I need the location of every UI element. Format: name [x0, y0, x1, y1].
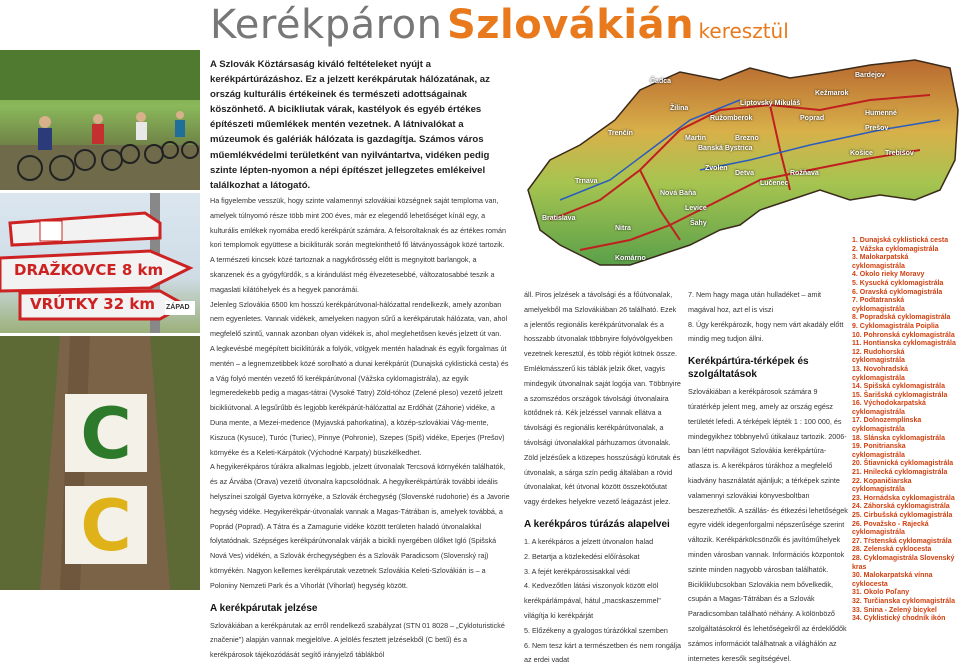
- legend-item: 20. Štiavnická cyklomagistrála: [852, 460, 954, 468]
- map-city-label: Martin: [685, 135, 706, 142]
- heading-jelzese: A kerékpárutak jelzése: [210, 602, 318, 614]
- map-city-label: Bardejov: [855, 72, 885, 79]
- map-city-label: Žilina: [670, 105, 689, 112]
- legend-item: 3. Malokarpatská cyklomagistrála: [852, 254, 909, 270]
- title-part1: Kerékpáron: [210, 2, 443, 48]
- title-part3: keresztül: [698, 19, 789, 43]
- legend-item: 27. Tŕstenská cyklomagistrála: [852, 537, 952, 545]
- map-city-label: Zvolen: [705, 165, 728, 172]
- rule-2: 2. Betartja a közlekedési előírásokat: [524, 551, 640, 561]
- route-legend: [852, 237, 958, 624]
- legend-item: 24. Záhorská cyklomagistrála: [852, 503, 950, 511]
- legend-item: 28. Zelenská cyklocesta: [852, 546, 932, 554]
- map-city-label: Komárno: [615, 255, 646, 262]
- legend-item: 19. Ponitrianska cyklomagistrála: [852, 443, 906, 459]
- rule-3: 3. A fejét kerékpárossisakkal védi: [524, 566, 630, 576]
- map-city-label: Nitra: [615, 225, 631, 232]
- col1-paragraph-1: Ha figyelembe vesszük, hogy szinte valamennyi szlovákiai községnek saját temploma van, amelyek túlnyomó része több mint 200 éves, már ez elegendő lehetőséget kínál egy, a kulturális emlékek nyomába eredő kerékpárút számára. A felsoroltaknak és az értékes román kori templomok együttese a bicikliturák során megtekinthető fő látványosságok közé tartozik. A természeti kincsek közé tartoznak a nagykőrösség előtt is megnyitott barlangok, a skanzenek és a gyógyfürdők, s a kirándulást még élvezetesebbé, változatosabbé teszik a magaslati kilátóhelyek és a hegyek panorámái.: [210, 196, 507, 294]
- body-column-3: [688, 288, 848, 666]
- map-city-label: Detva: [735, 170, 755, 177]
- legend-item: 7. Podtatranská cyklomagistrála: [852, 297, 905, 313]
- map-city-label: Liptovský Mikuláš: [740, 100, 801, 107]
- title-part2: Szlovákián: [446, 2, 695, 48]
- legend-item: 10. Pohronská cyklomagistrála: [852, 331, 955, 339]
- map-city-label: Bratislava: [542, 215, 576, 222]
- legend-item: 32. Turčianska cyklomagistrála: [852, 597, 955, 605]
- intro-text: [210, 57, 515, 193]
- rule-5: 5. Előzékeny a gyalogos túrázókkal szemben: [524, 625, 668, 635]
- map-city-label: Ružomberok: [710, 115, 753, 122]
- sign-line2: VRÚTKY 32 km: [30, 295, 155, 313]
- map-city-label: Humenné: [865, 110, 897, 117]
- sign-badge: ZÁPAD: [166, 304, 190, 311]
- heading-alapelvei: A kerékpáros túrázás alapelvei: [524, 518, 670, 530]
- legend-item: 14. Spišská cyklomagistrála: [852, 383, 945, 391]
- trail-marker-photo: [0, 336, 200, 590]
- legend-item: 30. Malokarpatská vínna cyklocesta: [852, 572, 933, 588]
- page-title: [210, 2, 789, 48]
- col1-paragraph-4: A hegyikerékpáros túrákra alkalmas legjobb, jelzett útvonalak Tercsová környékén találhatók, és az Árvába (Orava) vezető útvonalra kapcsolódnak. A hegyikerékpártúrák további ideális helyszínei szolgál Gyetva környéke, a Szlovák érchegység (Slovenské rudohorie) és a Javorie hegység vidéke. Hegyikerékpár-útvonalak vannak a Magas-Tátrában is, amelyek továbbá, a Poprád (Poprad). A Tátra és a Zamagurie vidéke között területen haladó útvonalakkal folytatódnak. Szépséges kerékpárútvonalak várják a bicikli nyergében ülőket Igló (Spišská Nová Ves) vidékén, a Szlovák érchegységben és a Szlovák Paradicsom (Slovenský raj) környékén. Nagyon kellemes kerékpárutak vezetnek Szlovákia Keleti-Szlovákián is – a Poloniny Nemzeti Park és a Vihorlát (Vihorlat) hegység között.: [210, 462, 510, 590]
- rule-6: 6. Nem tesz kárt a természetben és nem rongálja az erdei vadat: [524, 640, 681, 665]
- sign-line1: DRAŽKOVCE 8 km: [14, 261, 164, 279]
- legend-item: 28. Cyklomagistrála Slovenský kras: [852, 554, 955, 571]
- map-city-label: Trebišov: [885, 150, 914, 157]
- map-city-label: Nová Baňa: [660, 190, 697, 197]
- map-city-label: Lučenec: [760, 180, 789, 187]
- map-city-label: Košice: [850, 150, 873, 157]
- legend-item: 34. Cyklistický chodník ikón: [852, 615, 946, 623]
- legend-item: 17. Dolnozemplínska cyklomagistrála: [852, 417, 922, 434]
- legend-item: 31. Okolo Poľany: [852, 589, 910, 597]
- heading-terkepek: Kerékpártúra-térképek és szolgáltatások: [688, 356, 809, 381]
- legend-item: 33. Snina - Zelený bicykel: [852, 606, 937, 614]
- col1-paragraph-2: Jelenleg Szlovákia 6500 km hosszú kerékpárútvonal-hálózattal rendelkezik, amely azonban nem egyenletes. Vannak vidékek, amelyeken nagyon sűrű a kerékpárutak hálózata, van, ahol megfelelő szintű, vannak azonban olyan vidékek is, ahol meglehetősen kevés jelzett út van.: [210, 299, 508, 339]
- legend-item: 13. Novohradská cyklomagistrála: [852, 365, 909, 382]
- body-column-1: [210, 194, 510, 663]
- map-city-label: Poprad: [800, 115, 825, 122]
- map-city-label: Šahy: [690, 220, 707, 227]
- rule-7: 7. Nem hagy maga után hulladéket – amit magával hoz, azt el is viszi: [688, 290, 822, 314]
- legend-item: 6. Oravská cyklomagistrála: [852, 288, 943, 296]
- map-city-label: Banská Bystrica: [698, 145, 753, 152]
- map-city-label: Brezno: [735, 135, 759, 142]
- legend-item: 18. Slánska cyklomagistrála: [852, 434, 945, 442]
- map-city-label: Trnava: [575, 178, 598, 185]
- legend-item: 9. Cyklomagistrála Poiplia: [852, 322, 939, 330]
- legend-item: 12. Rudohorská cyklomagistrála: [852, 348, 905, 365]
- col3-paragraph: Szlovákiában a kerékpárosok számára 9 túratérkép jelent meg, amely az ország egész területét lefedi. A térképek lépték 1 : 100 000, és mindegyikhez többnyelvű útikalauz tartozik. 2006-ban létrt napvilágot Szlovákia kerékpártúra-atlasza is. A kerékpáros túrákhoz a megfelelő kiadvány használatát ajánljuk; a térképek szinte valamennyi szlovákiai könyvesboltban beszerezhetők. A szállás- és étkezési lehetőségek egyre vidék idegenforgalmi népszerűsége szerint változik. Kerékpárkölcsönzők és javítóműhelyek minden városban vannak. Információs központok szinte minden nagyobb városban találhatók. Bicikliklubcsokban Szlovákia nem bővelkedik, csupán a Magas-Tátrában és a Szlovák Paradicsomban található néhány. A kölönböző szolgáltatásokról és lehetőségekről az érdeklődők számos információt találhatnak a világhálón az internetes keresők segítségével.: [688, 387, 848, 663]
- map-city-label: Trenčín: [608, 130, 633, 137]
- cyclists-photo: [0, 50, 200, 190]
- rule-8: 8. Úgy kerékpározik, hogy nem várt akadály előtt mindig meg tudjon állni.: [688, 319, 844, 344]
- legend-item: 15. Šarišská cyklomagistrála: [852, 391, 948, 399]
- legend-item: 22. Kopaničiarska cyklomagistrála: [852, 477, 912, 494]
- col1-tail: Szlovákiában a kerékpárutak az erről rendelkező szabályzat (STN 01 8028 – „Cykloturistické značenie") alapján vannak megjelölve. A jelölés fesztett jelzésekből (C betű) és a kerékpárosok tájékozódását segítő irányjelző táblákból: [210, 620, 505, 660]
- legend-item: 5. Kysucká cyklomagistrála: [852, 279, 944, 287]
- svg-text:C: C: [80, 393, 132, 475]
- svg-text:C: C: [80, 485, 132, 567]
- map-city-label: Čadca: [650, 78, 672, 85]
- rule-1: 1. A kerékpáros a jelzett útvonalon halad: [524, 536, 654, 546]
- legend-item: 23. Hornádska cyklomagistrála: [852, 494, 955, 502]
- legend-item: 8. Popradská cyklomagistrála: [852, 314, 951, 322]
- map-city-label: Prešov: [865, 125, 889, 132]
- col1-paragraph-3: A legkevésbé megépített biciklitúrák a folyók, völgyek mentén haladnak és egyik forgalmas út mentén – a legnemzetibbek közé sorolható a dunai kerékpárút (Dunajská cyklistická cesta) és a Vág folyó mentén vezető fő kerékpárútvonal (Vážska cyklomagistrála), az egyik legmeredekebb pedig a magas-tátrai (Vysoké Tatry) Zöld-tóhoz (Zelené pleso) vezető jelzett bicikliútvonal. A legsűrűbb és legjobb kerékpárút-hálózattal az Erdőhát (Záhorie) vidéke, a Duna mente, a Mezei-medence (Myjavská pahorkatina), a közép-szlovákiai Vág-mente, Kiszuca (Kysuce), Turóc (Turiec), Pinnye (Pohronie), Szepes (Spiš) vidéke, Eperjes (Prešov) környéke és a Keleti-Kárpátok (Východné Karpaty) büszkélkedhet.: [210, 343, 509, 457]
- legend-item: 16. Východokarpatská cyklomagistrála: [852, 400, 926, 416]
- legend-item: 1. Dunajská cyklistická cesta: [852, 237, 949, 244]
- legend-item: 21. Hnilecká cyklomagistrála: [852, 469, 948, 477]
- legend-item: 2. Vážska cyklomagistrála: [852, 245, 939, 253]
- road-sign-photo: [0, 193, 200, 333]
- legend-item: 26. Považsko - Rajecká cyklomagistrála: [852, 520, 929, 537]
- legend-item: 4. Okolo rieky Moravy: [852, 271, 925, 279]
- col2-paragraph-1: áll. Piros jelzések a távolsági és a főútvonalak, amelyekből ma Szlovákiában 26 található. Ezek a jelentős regionális kerékpárútvonalak és a hosszabb útvonalak többnyire folyóvölgyekben vezetnek keresztül, és több régiót kötnek össze. Emlékmásszerű kis táblák jelzik őket, vagyis mindegyik útvonalnak saját logója van. Többnyire a szomszédos országok távolsági útvonalaira kötődnek rá. Kék jelzéssel vannak ellátva a távolsági és regionális kerékpárútvonalak, a távolsági útvonalakkal párhuzamos útvonalak. Zöld jelzésűek a közepes hosszúságú körutak és útvonalak, a sárga szín pedig általában a rövid útvonalakat, két útvonal között összekötőutat vagy érdekes helyekre vezető leágazást jelez.: [524, 290, 681, 507]
- map-city-label: Rožňava: [790, 170, 819, 177]
- legend-item: 11. Hontianska cyklomagistrála: [852, 340, 956, 348]
- legend-item: 25. Cirbušská cyklomagistrála: [852, 512, 953, 519]
- intro-paragraph: A Szlovák Köztársaság kiváló feltételeket nyújt a kerékpártúrázáshoz. Ez a jelzett kerékpárutak hálózatának, az ország kulturális értékeinek és természeti adottságainak köszönhető. A bicikliutak várak, kastélyok és egyéb értékes építészeti műemlékek mentén vezetnek. A látnivalókat a múzeumok és galériák hálózata is gazdagítja. Számos város műemlékvédelmi területként van nyilvántartva, vidéken pedig szinte lépten-nyomon a népi építészet jellegzetes emlékeivel találkozhat a látogató.: [210, 59, 490, 191]
- body-column-2: [524, 288, 682, 668]
- rule-4: 4. Kedvezőtlen látási viszonyok között elöl kerékpárlámpával, hátul „macskaszemmel" világítja ki kerékpárját: [524, 581, 661, 620]
- map-city-label: Levice: [685, 205, 707, 212]
- map-city-label: Kežmarok: [815, 90, 849, 97]
